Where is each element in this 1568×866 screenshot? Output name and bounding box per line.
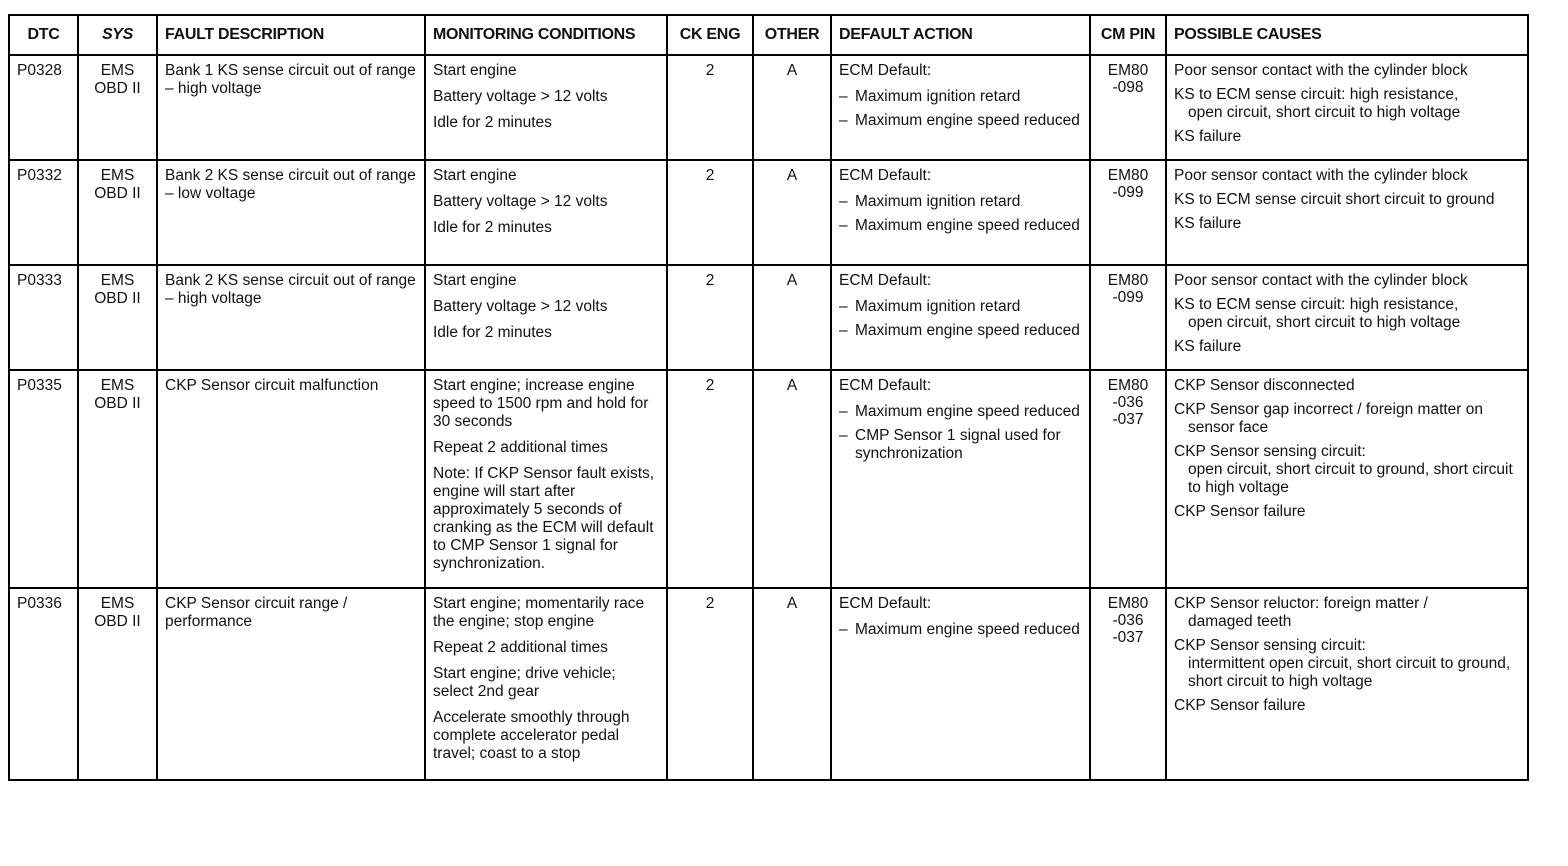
monitoring-conditions-cell: [425, 160, 667, 265]
cm-pin-value: -037: [1112, 411, 1144, 428]
dtc-code: P0335: [17, 377, 62, 394]
ck-eng-cell: [667, 55, 753, 160]
default-action-item: – Maximum ignition retard: [839, 298, 1082, 316]
possible-cause: [1174, 697, 1520, 715]
monitoring-condition: Start engine; drive vehicle; select 2nd gear: [433, 665, 616, 700]
dtc-table: [8, 14, 1529, 781]
fault-description-cell: [157, 370, 425, 588]
other-value: A: [786, 272, 798, 289]
possible-cause-text: CKP Sensor gap incorrect / foreign matter on: [1174, 401, 1484, 418]
possible-cause-text: CKP Sensor failure: [1174, 697, 1306, 714]
other-cell: [753, 55, 831, 160]
fault-description: Bank 2 KS sense circuit out of range – high voltage: [165, 272, 416, 307]
possible-cause-text: KS failure: [1174, 338, 1242, 355]
default-action-cell: [831, 370, 1090, 588]
default-action-item: – Maximum engine speed reduced: [839, 621, 1082, 639]
possible-causes-cell: [1166, 55, 1528, 160]
cm-pin-value: -036: [1112, 394, 1144, 411]
monitoring-conditions-cell: [425, 55, 667, 160]
possible-cause: [1174, 338, 1520, 356]
monitoring-condition: Idle for 2 minutes: [433, 219, 552, 236]
other-value: A: [786, 595, 798, 612]
sys-value: EMS: [100, 167, 135, 184]
possible-cause-text: CKP Sensor sensing circuit:: [1174, 443, 1366, 460]
possible-cause-detail: open circuit, short circuit to ground, short circuit to high voltage: [1188, 461, 1513, 496]
possible-causes-cell: [1166, 370, 1528, 588]
sys-value: OBD II: [94, 185, 141, 202]
monitoring-condition: Start engine: [433, 62, 517, 79]
fault-description-cell: [157, 160, 425, 265]
possible-cause: [1174, 191, 1520, 209]
possible-cause-detail: intermittent open circuit, short circuit to ground, short circuit to high voltage: [1188, 655, 1511, 690]
sys-cell: [78, 160, 157, 265]
header-dtc: DTC: [9, 15, 78, 55]
sys-cell: [78, 588, 157, 780]
cm-pin-cell: [1090, 588, 1166, 780]
possible-cause-text: KS to ECM sense circuit short circuit to ground: [1174, 191, 1495, 208]
possible-cause: [1174, 167, 1520, 185]
monitoring-conditions-cell: [425, 370, 667, 588]
fault-description: Bank 1 KS sense circuit out of range – high voltage: [165, 62, 416, 97]
header-ck-eng: CK ENG: [667, 15, 753, 55]
default-action-item: – Maximum engine speed reduced: [839, 403, 1082, 421]
sys-value: OBD II: [94, 395, 141, 412]
other-cell: [753, 588, 831, 780]
monitoring-condition: Idle for 2 minutes: [433, 114, 552, 131]
possible-cause-text: Poor sensor contact with the cylinder block: [1174, 62, 1468, 79]
default-action-list: [839, 193, 1082, 235]
possible-cause: [1174, 128, 1520, 146]
other-cell: [753, 160, 831, 265]
fault-description-cell: [157, 55, 425, 160]
cm-pin-value: -036: [1112, 612, 1144, 629]
possible-cause: [1174, 637, 1520, 691]
possible-cause: [1174, 595, 1520, 631]
monitoring-condition: Repeat 2 additional times: [433, 439, 608, 456]
possible-cause-detail: sensor face: [1188, 419, 1269, 436]
possible-cause: [1174, 377, 1520, 395]
ck-eng-value: 2: [705, 595, 715, 612]
sys-cell: [78, 55, 157, 160]
default-action-title: ECM Default:: [839, 62, 932, 79]
possible-causes-cell: [1166, 160, 1528, 265]
sys-cell: [78, 370, 157, 588]
cm-pin-value: EM80: [1107, 167, 1149, 184]
default-action-item: – Maximum engine speed reduced: [839, 112, 1082, 130]
monitoring-conditions-cell: [425, 265, 667, 370]
default-action-title: ECM Default:: [839, 595, 932, 612]
default-action-item: – Maximum engine speed reduced: [839, 322, 1082, 340]
cm-pin-value: -098: [1112, 79, 1144, 96]
header-monitoring-conditions: MONITORING CONDITIONS: [425, 15, 667, 55]
dtc-cell: [9, 588, 78, 780]
possible-cause: [1174, 215, 1520, 233]
dtc-cell: [9, 265, 78, 370]
dtc-cell: [9, 370, 78, 588]
monitoring-condition: Note: If CKP Sensor fault exists, engine will start after approximately 5 seconds of cranking as the ECM will default to CMP Sensor 1 signal for synchronization.: [433, 465, 655, 572]
possible-cause-text: Poor sensor contact with the cylinder block: [1174, 272, 1468, 289]
header-sys: SYS: [78, 15, 157, 55]
monitoring-conditions-cell: [425, 588, 667, 780]
fault-description: CKP Sensor circuit malfunction: [165, 377, 379, 394]
header-default-action: DEFAULT ACTION: [831, 15, 1090, 55]
possible-cause: [1174, 86, 1520, 122]
monitoring-condition: Accelerate smoothly through complete accelerator pedal travel; coast to a stop: [433, 709, 630, 762]
cm-pin-value: -037: [1112, 629, 1144, 646]
header-row: [9, 15, 1528, 55]
monitoring-condition: Start engine: [433, 167, 517, 184]
sys-value: EMS: [100, 272, 135, 289]
table-row: [9, 265, 1528, 370]
default-action-cell: [831, 55, 1090, 160]
possible-cause: [1174, 503, 1520, 521]
monitoring-condition: Battery voltage > 12 volts: [433, 298, 608, 315]
monitoring-condition: Battery voltage > 12 volts: [433, 88, 608, 105]
possible-cause: [1174, 296, 1520, 332]
monitoring-condition: Repeat 2 additional times: [433, 639, 608, 656]
cm-pin-value: -099: [1112, 184, 1144, 201]
dtc-code: P0328: [17, 62, 62, 79]
ck-eng-value: 2: [705, 377, 715, 394]
possible-cause-text: CKP Sensor reluctor: foreign matter /: [1174, 595, 1428, 612]
possible-cause-text: CKP Sensor failure: [1174, 503, 1306, 520]
possible-cause-text: KS failure: [1174, 128, 1242, 145]
possible-cause-text: Poor sensor contact with the cylinder block: [1174, 167, 1468, 184]
ck-eng-cell: [667, 160, 753, 265]
cm-pin-cell: [1090, 265, 1166, 370]
other-cell: [753, 370, 831, 588]
table-row: [9, 370, 1528, 588]
monitoring-condition: Start engine; increase engine speed to 1500 rpm and hold for 30 seconds: [433, 377, 649, 430]
default-action-list: [839, 403, 1082, 463]
cm-pin-cell: [1090, 370, 1166, 588]
table-body: [9, 55, 1528, 780]
cm-pin-cell: [1090, 55, 1166, 160]
dtc-code: P0336: [17, 595, 62, 612]
default-action-cell: [831, 160, 1090, 265]
default-action-title: ECM Default:: [839, 377, 932, 394]
possible-cause-text: KS to ECM sense circuit: high resistance,: [1174, 296, 1459, 313]
other-value: A: [786, 377, 798, 394]
fault-description-cell: [157, 265, 425, 370]
possible-cause-detail: damaged teeth: [1188, 613, 1292, 630]
sys-value: OBD II: [94, 80, 141, 97]
default-action-cell: [831, 265, 1090, 370]
default-action-item: – CMP Sensor 1 signal used for synchronization: [839, 427, 1082, 463]
header-possible-causes: POSSIBLE CAUSES: [1166, 15, 1528, 55]
default-action-list: [839, 88, 1082, 130]
cm-pin-value: EM80: [1107, 377, 1149, 394]
fault-description-cell: [157, 588, 425, 780]
header-fault-description: FAULT DESCRIPTION: [157, 15, 425, 55]
ck-eng-cell: [667, 588, 753, 780]
possible-causes-cell: [1166, 588, 1528, 780]
possible-cause: [1174, 401, 1520, 437]
default-action-title: ECM Default:: [839, 167, 932, 184]
ck-eng-value: 2: [705, 62, 715, 79]
sys-value: EMS: [100, 62, 135, 79]
table-row: [9, 55, 1528, 160]
cm-pin-value: -099: [1112, 289, 1144, 306]
sys-value: EMS: [100, 595, 135, 612]
dtc-cell: [9, 55, 78, 160]
default-action-item: – Maximum ignition retard: [839, 193, 1082, 211]
fault-description: CKP Sensor circuit range / performance: [165, 595, 348, 630]
possible-cause: [1174, 62, 1520, 80]
default-action-list: [839, 298, 1082, 340]
ck-eng-cell: [667, 265, 753, 370]
possible-cause-detail: open circuit, short circuit to high voltage: [1188, 314, 1461, 331]
possible-cause: [1174, 443, 1520, 497]
default-action-cell: [831, 588, 1090, 780]
sys-cell: [78, 265, 157, 370]
cm-pin-value: EM80: [1107, 595, 1149, 612]
dtc-code: P0333: [17, 272, 62, 289]
table-row: [9, 160, 1528, 265]
monitoring-condition: Start engine; momentarily race the engine; stop engine: [433, 595, 645, 630]
cm-pin-value: EM80: [1107, 272, 1149, 289]
header-other: OTHER: [753, 15, 831, 55]
possible-causes-cell: [1166, 265, 1528, 370]
other-value: A: [786, 62, 798, 79]
ck-eng-value: 2: [705, 272, 715, 289]
header-cm-pin: CM PIN: [1090, 15, 1166, 55]
monitoring-condition: Start engine: [433, 272, 517, 289]
possible-cause-detail: open circuit, short circuit to high voltage: [1188, 104, 1461, 121]
sys-value: EMS: [100, 377, 135, 394]
monitoring-condition: Idle for 2 minutes: [433, 324, 552, 341]
fault-description: Bank 2 KS sense circuit out of range – low voltage: [165, 167, 416, 202]
cm-pin-value: EM80: [1107, 62, 1149, 79]
default-action-item: – Maximum engine speed reduced: [839, 217, 1082, 235]
table-row: [9, 588, 1528, 780]
ck-eng-value: 2: [705, 167, 715, 184]
default-action-title: ECM Default:: [839, 272, 932, 289]
monitoring-condition: Battery voltage > 12 volts: [433, 193, 608, 210]
possible-cause-text: CKP Sensor sensing circuit:: [1174, 637, 1366, 654]
possible-cause-text: KS failure: [1174, 215, 1242, 232]
other-cell: [753, 265, 831, 370]
possible-cause-text: CKP Sensor disconnected: [1174, 377, 1355, 394]
dtc-cell: [9, 160, 78, 265]
possible-cause: [1174, 272, 1520, 290]
possible-cause-text: KS to ECM sense circuit: high resistance,: [1174, 86, 1459, 103]
cm-pin-cell: [1090, 160, 1166, 265]
default-action-list: [839, 621, 1082, 639]
dtc-code: P0332: [17, 167, 62, 184]
sys-value: OBD II: [94, 290, 141, 307]
sys-value: OBD II: [94, 613, 141, 630]
ck-eng-cell: [667, 370, 753, 588]
default-action-item: – Maximum ignition retard: [839, 88, 1082, 106]
other-value: A: [786, 167, 798, 184]
